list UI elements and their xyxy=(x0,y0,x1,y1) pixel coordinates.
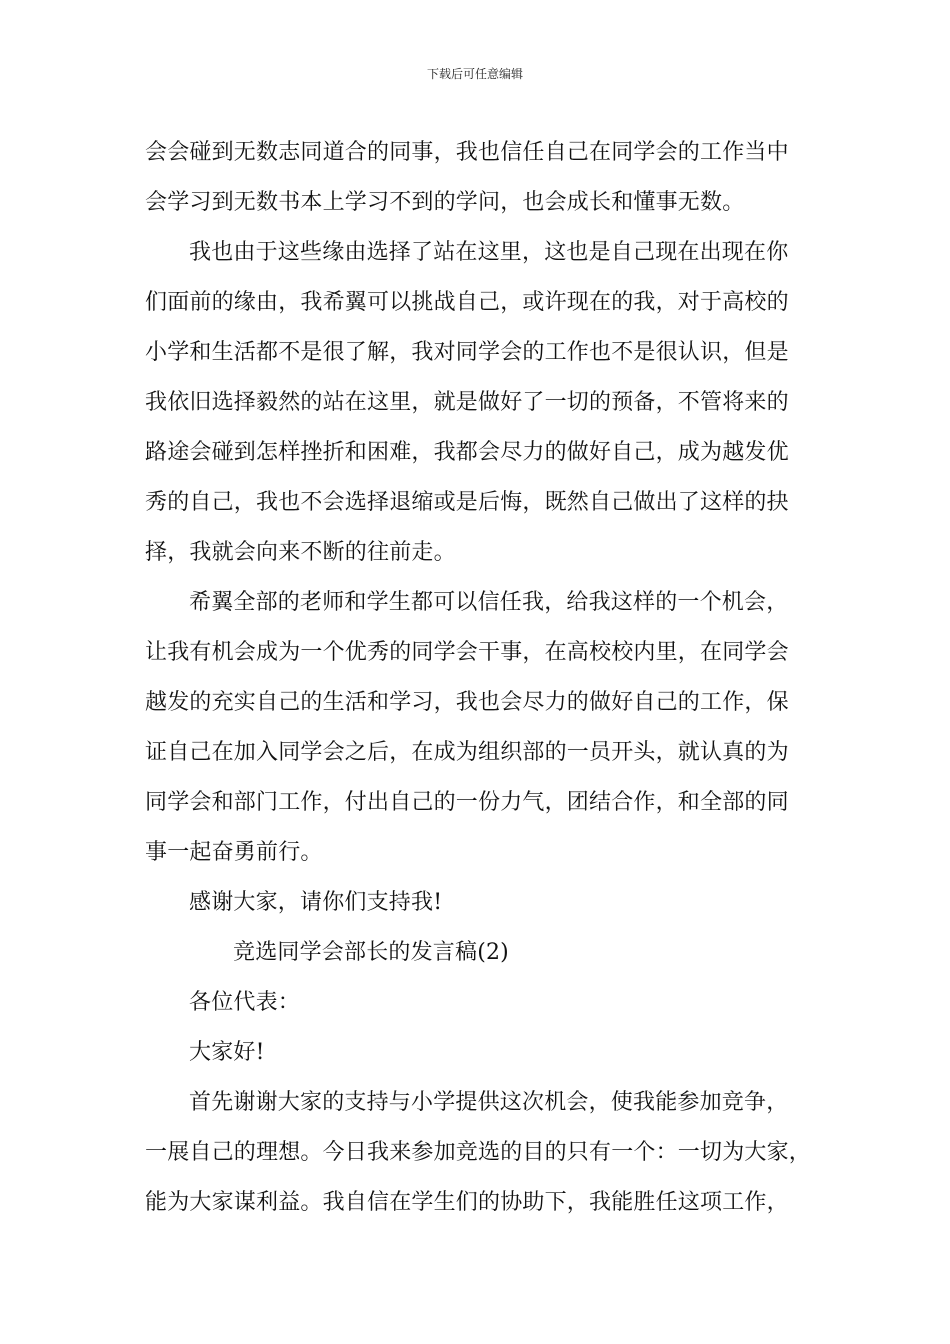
closing-line: 感谢大家，请你们支持我! xyxy=(189,890,443,915)
text-line: 证自己在加入同学会之后，在成为组织部的一员开头，就认真的为 xyxy=(145,740,789,765)
text-line: 小学和生活都不是很了解，我对同学会的工作也不是很认识，但是 xyxy=(145,340,789,365)
text-line: 越发的充实自己的生活和学习，我也会尽力的做好自己的工作，保 xyxy=(145,690,789,715)
text-line: 让我有机会成为一个优秀的同学会干事，在高校校内里，在同学会 xyxy=(145,640,789,665)
text-line: 择，我就会向来不断的往前走。 xyxy=(145,540,456,565)
text-line: 事一起奋勇前行。 xyxy=(145,840,323,865)
text-line: 我依旧选择毅然的站在这里，就是做好了一切的预备，不管将来的 xyxy=(145,390,789,415)
salutation: 各位代表： xyxy=(189,990,301,1015)
text-line: 会学习到无数书本上学习不到的学问，也会成长和懂事无数。 xyxy=(145,190,745,215)
page-header: 下载后可任意编辑 xyxy=(426,67,523,81)
text-line: 一展自己的理想。今日我来参加竞选的目的只有一个：一切为大家， xyxy=(145,1140,812,1165)
text-line: 同学会和部门工作，付出自己的一份力气，团结合作，和全部的同 xyxy=(145,790,789,815)
text-line: 能为大家谋利益。我自信在学生们的协助下，我能胜任这项工作， xyxy=(145,1190,789,1215)
document-body xyxy=(145,128,810,1228)
greeting: 大家好! xyxy=(189,1040,265,1065)
text-line: 们面前的缘由，我希翼可以挑战自己，或许现在的我，对于高校的 xyxy=(145,290,789,315)
text-line: 秀的自己，我也不会选择退缩或是后悔，既然自己做出了这样的抉 xyxy=(145,490,789,515)
text-line: 会会碰到无数志同道合的同事，我也信任自己在同学会的工作当中 xyxy=(145,140,789,165)
text-line: 路途会碰到怎样挫折和困难，我都会尽力的做好自己，成为越发优 xyxy=(145,440,789,465)
paragraph-start: 希翼全部的老师和学生都可以信任我，给我这样的一个机会， xyxy=(189,590,789,615)
paragraph-start: 首先谢谢大家的支持与小学提供这次机会，使我能参加竞争， xyxy=(189,1090,789,1115)
paragraph-start: 我也由于这些缘由选择了站在这里，这也是自己现在出现在你 xyxy=(189,240,789,265)
section-title: 竞选同学会部长的发言稿(2) xyxy=(233,940,509,965)
